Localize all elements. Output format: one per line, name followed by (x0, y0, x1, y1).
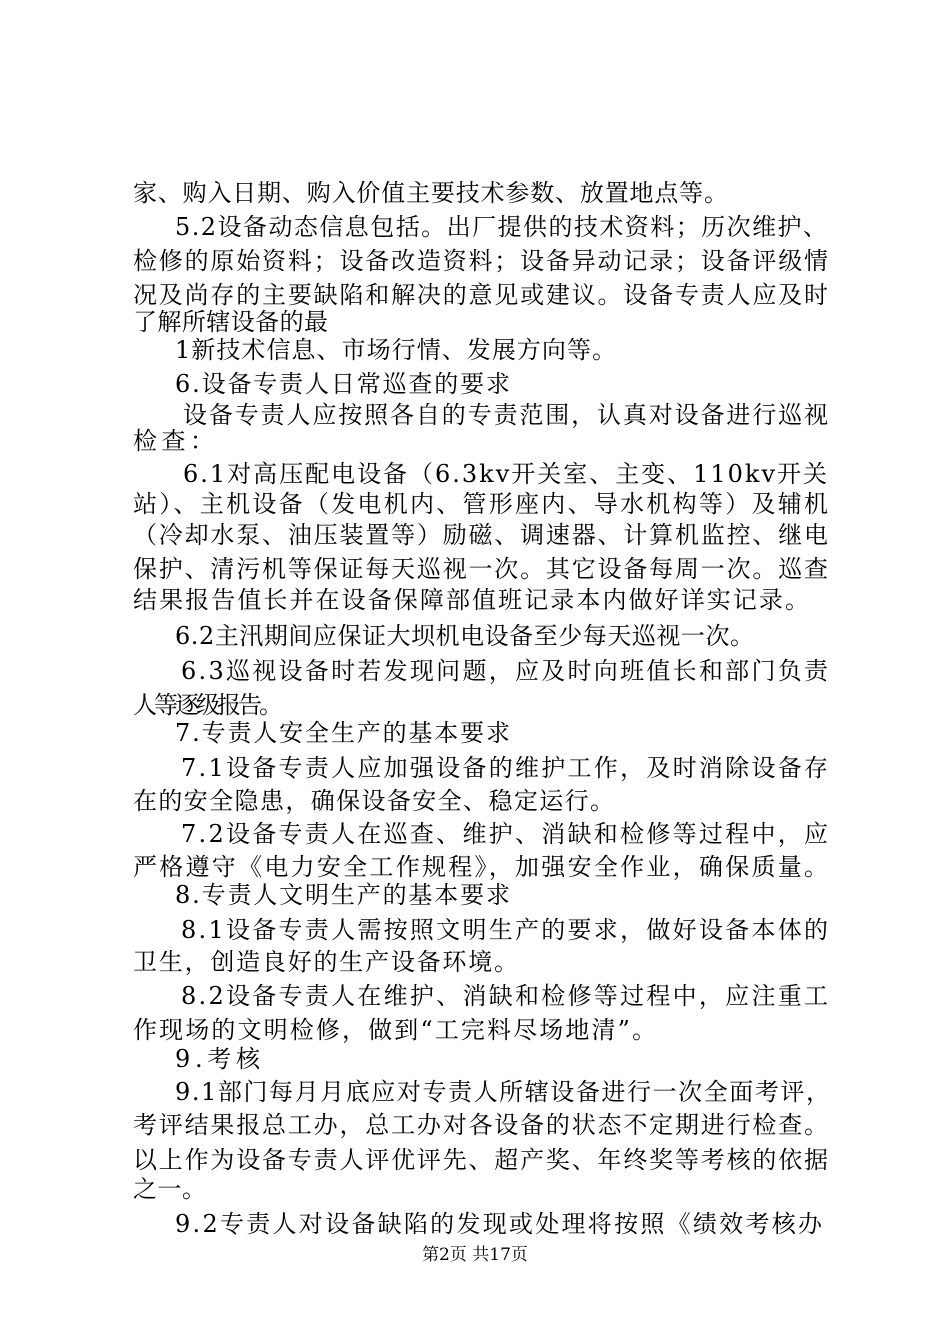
text-line: 以上作为设备专责人评优评先、超产奖、年终奖等考核的依据 (133, 1146, 830, 1174)
text-line: 5.2设备动态信息包括。出厂提供的技术资料；历次维护、 (175, 213, 829, 241)
text-line: 了解所辖设备的最 (133, 308, 329, 336)
text-line: 8.1设备专责人需按照文明生产的要求，做好设备本体的 (181, 916, 831, 944)
text-line: 9.考核 (175, 1045, 265, 1073)
text-line: 6.1对高压配电设备（6.3kv开关室、主变、110kv开关 (183, 460, 829, 488)
text-line: 6.3巡视设备时若发现问题，应及时向班值长和部门负责 (181, 657, 831, 685)
text-line: 在的安全隐患，确保设备安全、稳定运行。 (133, 787, 616, 815)
text-line: 9.2专责人对设备缺陷的发现或处理将按照《绩效考核办 (175, 1210, 825, 1238)
text-line: 结果报告值长并在设备保障部值班记录本内做好详实记录。 (133, 586, 812, 614)
text-line: 作现场的文明检修，做到“工完料尽场地清”。 (133, 1016, 659, 1044)
text-line: 人等逐级报告。 (133, 691, 280, 719)
text-line: （冷却水泵、油压装置等）励磁、调速器、计算机监控、继电 (133, 521, 830, 549)
page-footer: 第2页 共17页 (422, 1245, 528, 1265)
text-line: 8.2设备专责人在维护、消缺和检修等过程中，应注重工 (181, 982, 831, 1010)
text-line: 卫生，创造良好的生产设备环境。 (133, 948, 520, 976)
text-line: 家、购入日期、购入价值主要技术参数、放置地点等。 (133, 179, 729, 207)
text-line: 1新技术信息、市场行情、发展方向等。 (175, 336, 618, 364)
text-line: 7.1设备专责人应加强设备的维护工作，及时消除设备存 (181, 754, 831, 782)
text-line: 检修的原始资料；设备改造资料；设备异动记录；设备评级情 (133, 247, 830, 275)
text-line: 7.2设备专责人在巡查、维护、消缺和检修等过程中，应 (181, 820, 831, 848)
text-line: 之一。 (133, 1175, 207, 1203)
text-line: 严格遵守《电力安全工作规程》，加强安全作业，确保质量。 (133, 853, 831, 881)
text-line: 站）、主机设备（发电机内、管形座内、导水机构等）及辅机 (133, 490, 831, 518)
text-line: 8.专责人文明生产的基本要求 (175, 881, 512, 909)
text-line: 设备专责人应按照各自的专责范围，认真对设备进行巡视 (183, 401, 830, 429)
text-line: 6.设备专责人日常巡查的要求 (175, 370, 512, 398)
text-line: 6.2主汛期间应保证大坝机电设备至少每天巡视一次。 (175, 622, 755, 650)
text-line: 7.专责人安全生产的基本要求 (175, 719, 512, 747)
text-line: 检查： (133, 427, 219, 455)
text-line: 考评结果报总工办，总工办对各设备的状态不定期进行检查。 (133, 1111, 830, 1139)
text-line: 况及尚存的主要缺陷和解决的意见或建议。设备专责人应及时 (133, 281, 830, 309)
text-line: 9.1部门每月月底应对专责人所辖设备进行一次全面考评， (175, 1078, 832, 1106)
text-line: 保护、清污机等保证每天巡视一次。其它设备每周一次。巡查 (133, 555, 830, 583)
